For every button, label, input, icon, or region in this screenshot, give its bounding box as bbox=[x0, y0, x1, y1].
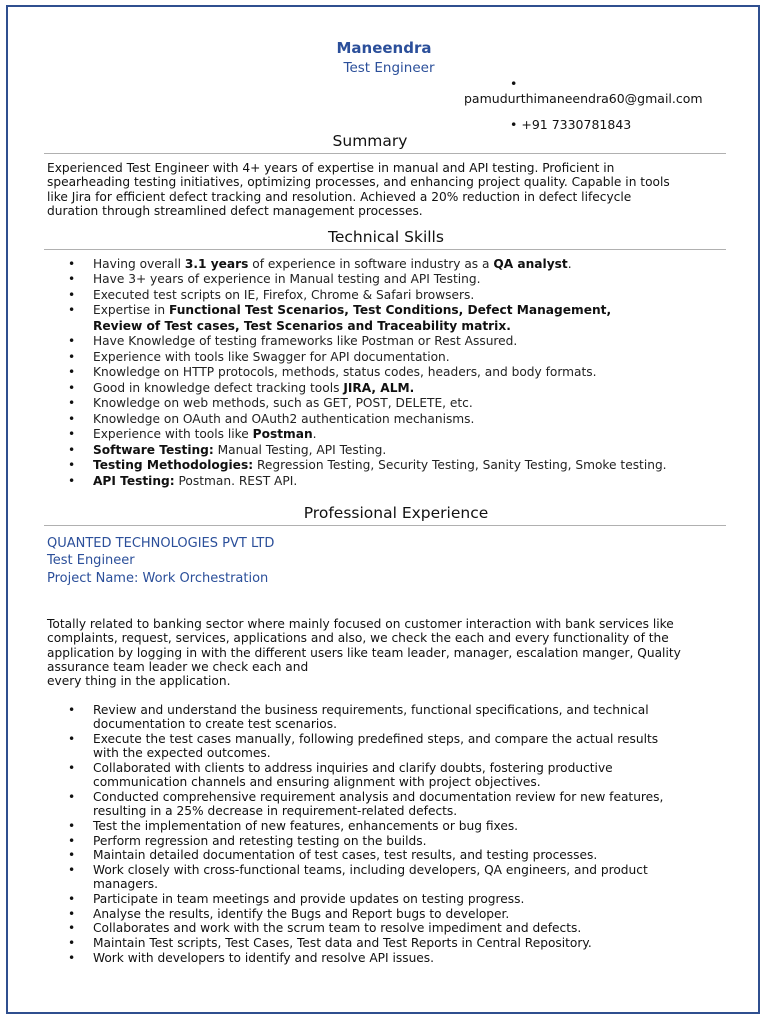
skill-text: Manual Testing, API Testing. bbox=[213, 442, 387, 457]
skills-heading: Technical Skills bbox=[328, 228, 444, 246]
skill-emphasis: Software Testing: bbox=[93, 442, 214, 457]
responsibility-line: • Analyse the results, identify the Bugs and Report bugs to developer. bbox=[93, 906, 510, 921]
skill-emphasis: Review of Test cases, Test Scenarios and Traceability matrix. bbox=[93, 318, 511, 333]
responsibility-line: communication channels and ensuring alignment with project objectives. bbox=[93, 775, 541, 790]
responsibility-line: resulting in a 25% decrease in requirement-related defects. bbox=[93, 804, 458, 819]
skill-emphasis: QA analyst bbox=[493, 257, 568, 271]
skill-text: . bbox=[312, 427, 317, 442]
responsibility-line: • Maintain detailed documentation of test cases, test results, and testing processes. bbox=[93, 848, 598, 863]
responsibilities-list bbox=[93, 703, 663, 965]
responsibility-item bbox=[93, 863, 663, 892]
skill-text: Postman. REST API. bbox=[174, 473, 298, 488]
skill-item bbox=[93, 365, 667, 380]
experience-heading: Professional Experience bbox=[303, 504, 489, 522]
responsibility-line: with the expected outcomes. bbox=[93, 746, 271, 761]
skill-text: Expertise in bbox=[93, 303, 170, 318]
skill-text: Regression Testing, Security Testing, Sanity Testing, Smoke testing. bbox=[253, 458, 667, 473]
responsibility-item bbox=[93, 790, 663, 819]
skill-item bbox=[93, 288, 667, 303]
summary-line: duration through streamlined defect management processes. bbox=[47, 203, 423, 218]
skill-text: Have Knowledge of testing frameworks like Postman or Rest Assured. bbox=[93, 334, 518, 349]
responsibility-item bbox=[93, 819, 663, 833]
skills-divider bbox=[44, 249, 726, 250]
job-role: Test Engineer bbox=[47, 553, 135, 568]
skill-emphasis: JIRA, ALM. bbox=[343, 380, 415, 395]
experience-divider bbox=[44, 525, 726, 526]
responsibility-line: • Maintain Test scripts, Test Cases, Test data and Test Reports in Central Repository. bbox=[93, 936, 592, 951]
skill-item bbox=[93, 334, 667, 349]
description-line: every thing in the application. bbox=[47, 674, 231, 689]
skill-emphasis: API Testing: bbox=[93, 473, 175, 488]
skill-item bbox=[93, 474, 667, 489]
candidate-title: Test Engineer bbox=[343, 60, 435, 76]
skill-text: of experience in software industry as a bbox=[248, 257, 494, 271]
responsibility-item bbox=[93, 921, 663, 935]
skills-list bbox=[93, 257, 667, 489]
responsibility-line: • Collaborates and work with the scrum team to resolve impediment and defects. bbox=[93, 921, 582, 936]
skill-item bbox=[93, 443, 667, 458]
skill-item bbox=[93, 412, 667, 427]
responsibility-item bbox=[93, 703, 663, 732]
responsibility-line: documentation to create test scenarios. bbox=[93, 717, 337, 732]
summary-line: like Jira for efficient defect tracking and resolution. Achieved a 20% reduction in defect lifecycle bbox=[47, 189, 632, 204]
skill-text: Have 3+ years of experience in Manual testing and API Testing. bbox=[93, 272, 481, 287]
skill-text: Good in knowledge defect tracking tools bbox=[93, 380, 344, 395]
skill-text: . bbox=[567, 257, 572, 271]
skill-item bbox=[93, 427, 667, 442]
skill-emphasis: Testing Methodologies: bbox=[93, 458, 254, 473]
project-name: Project Name: Work Orchestration bbox=[47, 571, 269, 586]
responsibility-line: • Work closely with cross-functional teams, including developers, QA engineers, and product bbox=[93, 863, 648, 877]
skill-item bbox=[93, 272, 667, 287]
skill-item bbox=[93, 381, 667, 396]
summary-line: spearheading testing initiatives, optimizing processes, and enhancing project quality. Capable in tools bbox=[47, 175, 670, 190]
candidate-name: Maneendra bbox=[336, 39, 432, 57]
responsibility-line: • Conducted comprehensive requirement analysis and documentation review for new features, bbox=[93, 789, 664, 804]
responsibility-line: • Perform regression and retesting testing on the builds. bbox=[93, 833, 427, 848]
skill-text: Having overall bbox=[93, 257, 185, 271]
responsibility-line: • Execute the test cases manually, following predefined steps, and compare the actual results bbox=[93, 731, 659, 746]
skill-text: Knowledge on HTTP protocols, methods, status codes, headers, and body formats. bbox=[93, 365, 597, 380]
email-bullet: • bbox=[510, 76, 518, 91]
skill-text: Knowledge on web methods, such as GET, POST, DELETE, etc. bbox=[93, 396, 473, 411]
phone-number: • +91 7330781843 bbox=[510, 117, 632, 132]
skill-item bbox=[93, 303, 667, 318]
responsibility-line: • Test the implementation of new features, enhancements or bug fixes. bbox=[93, 818, 519, 833]
description-line: Totally related to banking sector where mainly focused on customer interaction with bank services like bbox=[47, 617, 674, 631]
skill-item bbox=[93, 458, 667, 473]
responsibility-line: managers. bbox=[93, 877, 159, 892]
company-name: QUANTED TECHNOLOGIES PVT LTD bbox=[47, 536, 275, 551]
responsibility-item bbox=[93, 848, 663, 862]
skill-item bbox=[93, 319, 667, 334]
skill-emphasis: Postman bbox=[252, 427, 313, 442]
summary-text bbox=[47, 161, 727, 218]
description-line: application by logging in with the different users like team leader, manager, escalation manger, Quality bbox=[47, 645, 681, 660]
description-line: assurance team leader we check each and bbox=[47, 659, 309, 674]
responsibility-item bbox=[93, 936, 663, 950]
responsibility-item bbox=[93, 732, 663, 761]
responsibility-item bbox=[93, 761, 663, 790]
skill-text: Experience with tools like Swagger for API documentation. bbox=[93, 349, 450, 364]
summary-line: Experienced Test Engineer with 4+ years of expertise in manual and API testing. Proficient in bbox=[47, 161, 615, 175]
summary-divider bbox=[44, 153, 726, 154]
responsibility-item bbox=[93, 834, 663, 848]
skill-text: Executed test scripts on IE, Firefox, Chrome & Safari browsers. bbox=[93, 287, 475, 302]
email-link[interactable]: pamudurthimaneendra60@gmail.com bbox=[464, 91, 703, 106]
skill-emphasis: Functional Test Scenarios, Test Conditions, Defect Management, bbox=[169, 303, 612, 318]
responsibility-line: • Collaborated with clients to address inquiries and clarify doubts, fostering productive bbox=[93, 760, 613, 775]
skill-item bbox=[93, 257, 667, 272]
skill-item bbox=[93, 396, 667, 411]
skill-text: Knowledge on OAuth and OAuth2 authentication mechanisms. bbox=[93, 411, 475, 426]
description-line: complaints, request, services, applications and also, we check the each and every functionality of the bbox=[47, 631, 669, 646]
responsibility-line: • Review and understand the business requirements, functional specifications, and technical bbox=[93, 703, 649, 717]
summary-heading: Summary bbox=[332, 132, 408, 150]
responsibility-item bbox=[93, 951, 663, 965]
project-description bbox=[47, 617, 727, 688]
responsibility-item bbox=[93, 907, 663, 921]
responsibility-line: • Participate in team meetings and provide updates on testing progress. bbox=[93, 891, 525, 906]
skill-item bbox=[93, 350, 667, 365]
responsibility-item bbox=[93, 892, 663, 906]
responsibility-line: • Work with developers to identify and resolve API issues. bbox=[93, 950, 435, 965]
skill-emphasis: 3.1 years bbox=[184, 257, 249, 271]
skill-text: Experience with tools like bbox=[93, 427, 253, 442]
